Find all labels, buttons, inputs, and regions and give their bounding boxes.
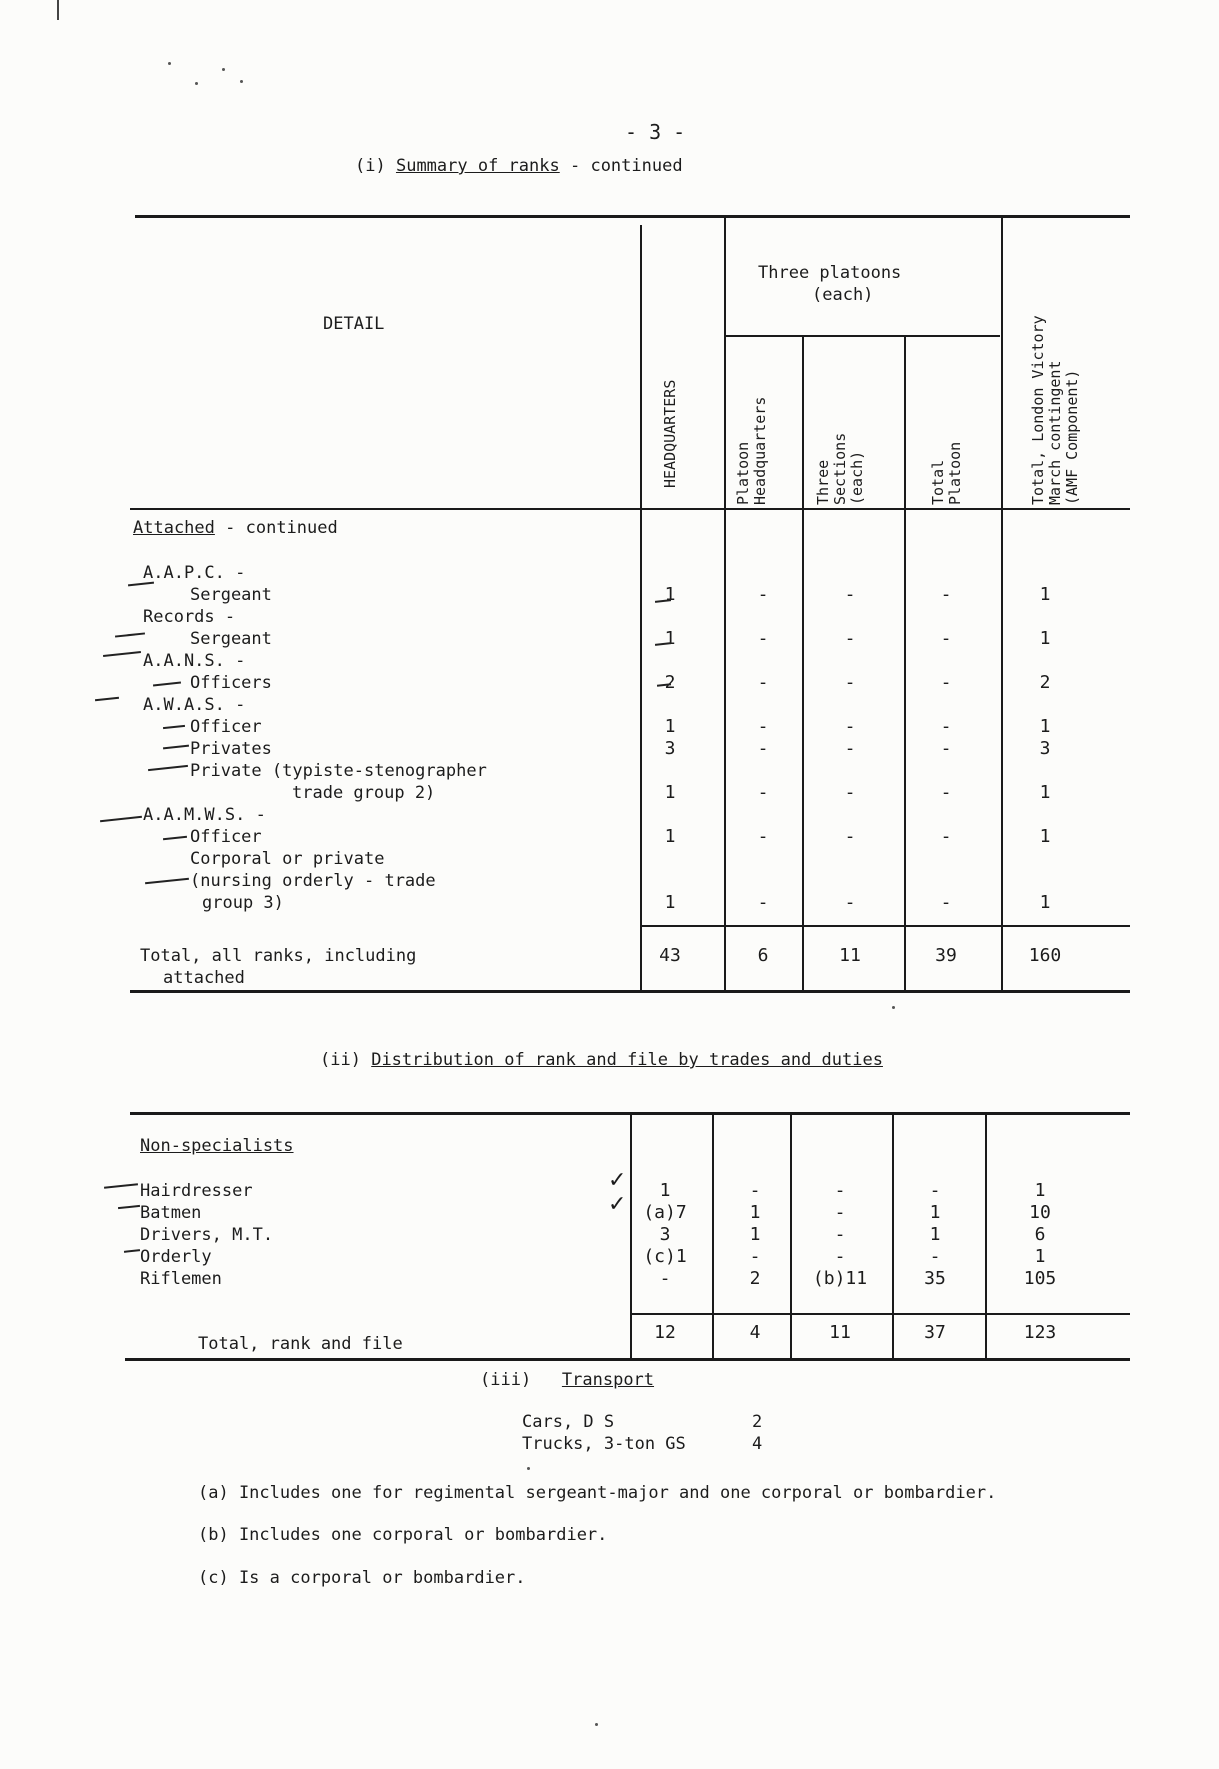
pen-mark xyxy=(145,878,189,885)
cell-total: 1 xyxy=(1039,892,1051,913)
t2-cell-sec: (b)11 xyxy=(812,1268,868,1289)
cell-sec: - xyxy=(844,782,856,803)
three-platoons-subheader: (each) xyxy=(812,285,874,305)
pen-mark xyxy=(115,632,145,637)
detail-header: DETAIL xyxy=(323,314,385,334)
trade-row-label: Riflemen xyxy=(140,1269,222,1289)
t2-cell-hq: 1 xyxy=(659,1180,671,1201)
cell-phq: - xyxy=(757,892,769,913)
cell-tp: - xyxy=(940,738,952,759)
transport-label: Trucks, 3-ton GS xyxy=(522,1434,686,1454)
scan-speck xyxy=(195,82,198,85)
t2-total-tp: 37 xyxy=(924,1322,946,1343)
total-phq: 6 xyxy=(757,945,769,966)
three-platoons-header: Three platoons xyxy=(758,263,902,283)
t2-cell-phq: - xyxy=(749,1246,761,1267)
cell-total: 1 xyxy=(1039,826,1051,847)
t2-total-phq: 4 xyxy=(749,1322,761,1343)
total-platoon-header-line1: Total xyxy=(929,459,947,505)
t2-cell-hq: 3 xyxy=(659,1224,671,1245)
section2-title: Distribution of rank and file by trades and duties xyxy=(371,1050,883,1070)
check-mark-icon: ✓ xyxy=(608,1168,627,1193)
total-platoon-header-line2: Platoon xyxy=(946,441,964,505)
scan-speck xyxy=(240,80,243,83)
scan-speck xyxy=(527,1467,530,1470)
cell-total: 3 xyxy=(1039,738,1051,759)
cell-hq: 2 xyxy=(664,672,676,693)
table1-bottom-rule xyxy=(130,990,1130,993)
transport-value: 4 xyxy=(752,1434,763,1454)
row-label: Sergeant xyxy=(190,629,272,649)
transport-value: 2 xyxy=(752,1412,763,1432)
page-number: - 3 - xyxy=(625,120,686,144)
check-mark-icon: ✓ xyxy=(608,1192,627,1217)
t2-cell-sec: - xyxy=(834,1224,846,1245)
scan-speck xyxy=(222,68,225,71)
t2-col-rule-tp xyxy=(892,1112,894,1358)
table2-total-rule xyxy=(630,1313,1130,1315)
group-label: A.W.A.S. - xyxy=(143,695,246,715)
group-label: A.A.P.C. - xyxy=(143,563,246,583)
pen-mark xyxy=(124,1249,140,1253)
cell-tp: - xyxy=(940,584,952,605)
section3-title: Transport xyxy=(561,1370,655,1390)
cell-tp: - xyxy=(940,826,952,847)
total-hq: 43 xyxy=(659,945,681,966)
t2-cell-phq: 2 xyxy=(749,1268,761,1289)
t2-cell-phq: 1 xyxy=(749,1224,761,1245)
t2-total-label: Total, rank and file xyxy=(198,1334,403,1354)
cell-phq: - xyxy=(757,628,769,649)
cell-sec: - xyxy=(844,892,856,913)
table1-top-rule xyxy=(135,215,1130,218)
footnote-a: (a) Includes one for regimental sergeant-major and one corporal or bombardier. xyxy=(198,1483,997,1503)
col-rule-hq xyxy=(640,225,642,990)
attached-suffix: - continued xyxy=(225,518,338,538)
t2-cell-total: 6 xyxy=(1034,1224,1046,1245)
col-rule-sec xyxy=(802,335,804,990)
cell-total: 1 xyxy=(1039,628,1051,649)
row-label: Private (typiste-stenographer xyxy=(190,761,487,781)
t2-col-rule-hq xyxy=(630,1112,632,1358)
scan-speck xyxy=(595,1723,598,1726)
platoon-hq-header xyxy=(735,397,769,505)
platoons-subheader-rule xyxy=(725,335,1000,337)
cell-sec: - xyxy=(844,738,856,759)
cell-hq: 1 xyxy=(664,826,676,847)
row-label-continued: (nursing orderly - trade xyxy=(190,871,436,891)
t2-cell-tp: - xyxy=(929,1246,941,1267)
group-label: A.A.M.W.S. - xyxy=(143,805,266,825)
cell-phq: - xyxy=(757,782,769,803)
cell-total: 1 xyxy=(1039,716,1051,737)
cell-tp: - xyxy=(940,628,952,649)
t2-total-sec: 11 xyxy=(829,1322,851,1343)
total-contingent-header xyxy=(1030,315,1081,505)
three-sections-header xyxy=(815,433,866,505)
cell-hq: 1 xyxy=(664,716,676,737)
t2-cell-tp: 1 xyxy=(929,1202,941,1223)
pen-mark xyxy=(100,816,142,822)
col-rule-tp xyxy=(904,335,906,990)
total-sec: 11 xyxy=(839,945,861,966)
trade-row-label: Batmen xyxy=(140,1203,202,1223)
headquarters-header: HEADQUARTERS xyxy=(661,379,679,488)
cell-sec: - xyxy=(844,584,856,605)
cell-phq: - xyxy=(757,716,769,737)
table2-bottom-rule xyxy=(125,1358,1130,1361)
t2-cell-sec: - xyxy=(834,1180,846,1201)
cell-phq: - xyxy=(757,738,769,759)
cell-total: 1 xyxy=(1039,782,1051,803)
footnote-c: (c) Is a corporal or bombardier. xyxy=(198,1568,526,1588)
table1-total-rule xyxy=(640,925,1130,927)
three-sections-header-line2: Sections xyxy=(831,432,849,505)
pen-mark xyxy=(104,1183,138,1189)
pen-mark xyxy=(153,682,181,687)
row-label-continued: trade group 2) xyxy=(292,783,436,803)
cell-hq: 1 xyxy=(664,584,676,605)
trade-row-label: Drivers, M.T. xyxy=(140,1225,274,1245)
t2-cell-hq: (a)7 xyxy=(643,1202,687,1223)
section1-heading xyxy=(355,156,683,176)
attached-label: Attached xyxy=(133,518,215,538)
cell-total: 2 xyxy=(1039,672,1051,693)
row-label: Sergeant xyxy=(190,585,272,605)
row-label: Corporal or private xyxy=(190,849,385,869)
cell-tp: - xyxy=(940,892,952,913)
cell-sec: - xyxy=(844,716,856,737)
total-row-label: Total, all ranks, including xyxy=(140,946,417,966)
cell-hq: 1 xyxy=(664,892,676,913)
row-label-continued: group 3) xyxy=(202,893,284,913)
scan-speck xyxy=(168,62,171,65)
cell-total: 1 xyxy=(1039,584,1051,605)
scan-speck xyxy=(892,1006,895,1009)
attached-heading xyxy=(133,518,338,538)
cell-phq: - xyxy=(757,672,769,693)
total-contingent-header-line1: Total, London Victory xyxy=(1029,315,1047,505)
section3-heading xyxy=(480,1370,654,1390)
group-label: Records - xyxy=(143,607,236,627)
cell-sec: - xyxy=(844,826,856,847)
pen-mark xyxy=(95,697,119,701)
row-label: Officer xyxy=(190,717,262,737)
t2-total-total: 123 xyxy=(1023,1322,1057,1343)
three-sections-header-line3: (each) xyxy=(848,450,866,505)
section1-title: Summary of ranks xyxy=(395,156,560,176)
t2-cell-tp: 35 xyxy=(924,1268,946,1289)
cell-phq: - xyxy=(757,826,769,847)
cell-hq: 1 xyxy=(664,782,676,803)
cell-tp: - xyxy=(940,672,952,693)
platoon-hq-header-line2: Headquarters xyxy=(751,396,769,505)
group-label: A.A.N.S. - xyxy=(143,651,246,671)
pen-mark xyxy=(148,765,188,771)
table1-header-rule xyxy=(130,508,1130,510)
total-platoon-header xyxy=(930,442,964,505)
section3-prefix: (iii) xyxy=(480,1370,532,1390)
t2-total-hq: 12 xyxy=(654,1322,676,1343)
t2-cell-total: 105 xyxy=(1023,1268,1057,1289)
non-specialists-heading: Non-specialists xyxy=(140,1136,294,1156)
total-contingent-header-line2: March contingent xyxy=(1046,360,1064,505)
pen-mark xyxy=(128,582,154,587)
cell-sec: - xyxy=(844,672,856,693)
t2-cell-sec: - xyxy=(834,1246,846,1267)
pen-mark xyxy=(103,651,141,657)
three-sections-header-line1: Three xyxy=(814,459,832,505)
transport-label: Cars, D S xyxy=(522,1412,615,1432)
pen-mark xyxy=(163,725,185,729)
pen-mark xyxy=(118,1205,140,1209)
t2-col-rule-total xyxy=(985,1112,987,1358)
cell-tp: - xyxy=(940,782,952,803)
row-label: Officers xyxy=(190,673,272,693)
t2-cell-hq: - xyxy=(659,1268,671,1289)
row-label: Privates xyxy=(190,739,272,759)
t2-cell-phq: 1 xyxy=(749,1202,761,1223)
cell-tp: - xyxy=(940,716,952,737)
t2-cell-total: 1 xyxy=(1034,1180,1046,1201)
footnote-b: (b) Includes one corporal or bombardier. xyxy=(198,1525,608,1545)
pen-mark xyxy=(163,836,187,840)
t2-cell-total: 10 xyxy=(1029,1202,1051,1223)
col-rule-total xyxy=(1001,215,1003,990)
t2-cell-sec: - xyxy=(834,1202,846,1223)
section2-heading xyxy=(320,1050,883,1070)
total-contingent-header-line3: (AMF Component) xyxy=(1063,369,1081,505)
cell-hq: 3 xyxy=(664,738,676,759)
t2-cell-tp: - xyxy=(929,1180,941,1201)
platoon-hq-header-line1: Platoon xyxy=(734,441,752,505)
t2-cell-total: 1 xyxy=(1034,1246,1046,1267)
row-label: Officer xyxy=(190,827,262,847)
col-rule-phq xyxy=(724,215,726,990)
t2-cell-phq: - xyxy=(749,1180,761,1201)
section2-prefix: (ii) xyxy=(320,1050,361,1070)
trade-row-label: Orderly xyxy=(140,1247,212,1267)
section1-suffix: - continued xyxy=(569,156,683,176)
t2-col-rule-sec xyxy=(790,1112,792,1358)
cell-phq: - xyxy=(757,584,769,605)
t2-col-rule-phq xyxy=(712,1112,714,1358)
section1-prefix: (i) xyxy=(355,156,386,176)
cell-hq: 1 xyxy=(664,628,676,649)
trade-row-label: Hairdresser xyxy=(140,1181,253,1201)
t2-cell-tp: 1 xyxy=(929,1224,941,1245)
total-tp: 39 xyxy=(935,945,957,966)
t2-cell-hq: (c)1 xyxy=(643,1246,687,1267)
cell-sec: - xyxy=(844,628,856,649)
total-row-label-continued: attached xyxy=(163,968,245,988)
pen-mark xyxy=(163,745,189,750)
total-total: 160 xyxy=(1028,945,1062,966)
scan-edge-mark xyxy=(57,0,59,20)
